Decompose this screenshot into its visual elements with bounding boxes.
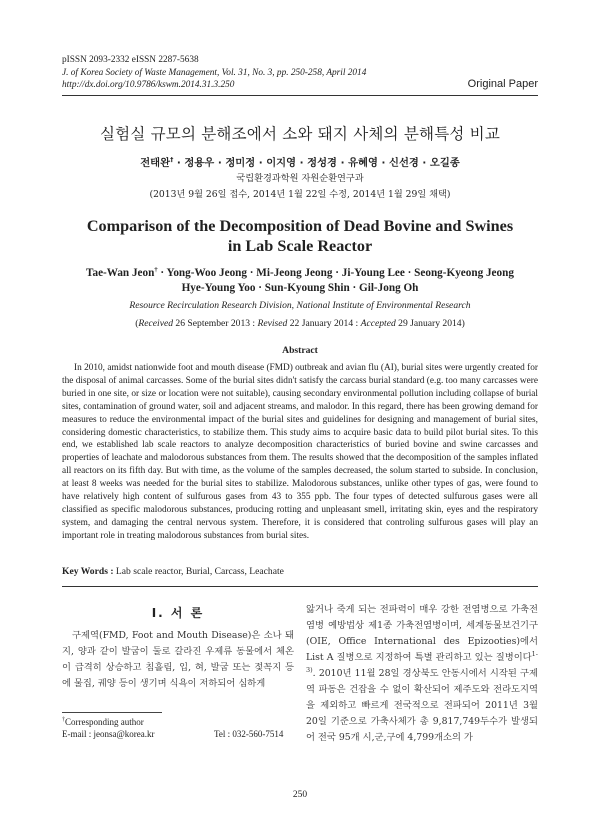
footnote-mark: † — [62, 717, 65, 723]
corresponding-mark: † — [170, 155, 174, 164]
header-rule — [62, 95, 538, 96]
footnote-contact — [62, 728, 294, 740]
footnote-label — [62, 716, 144, 728]
keywords-label: Key Words : — [62, 566, 114, 577]
korean-title: 실험실 규모의 분해조에서 소와 돼지 사체의 분해특성 비교 — [99, 125, 501, 143]
corresponding-mark-en: † — [154, 266, 158, 274]
body-right-column — [306, 602, 538, 746]
english-affiliation: Resource Recirculation Research Division, National Institute of Environmental Research — [129, 300, 471, 311]
footnote-tel: Tel : 032-560-7514 — [214, 729, 284, 739]
korean-corresponding-author: 전태완 — [140, 157, 171, 169]
footnote-label-text: Corresponding author — [65, 717, 144, 727]
article-type: Original Paper — [467, 78, 538, 90]
revised-label: Revised — [257, 318, 288, 329]
english-title — [40, 216, 560, 256]
english-dates: (Received 26 September 2013 : Revised 22 January 2014 : Accepted 29 January 2014) — [135, 318, 465, 329]
keywords — [62, 566, 284, 577]
doi-link[interactable]: http://dx.doi.org/10.9786/kswm.2014.31.3.250 — [62, 80, 235, 91]
accepted-label: Accepted — [360, 318, 396, 329]
english-coauthors: · Yong-Woo Jeong · Mi-Jeong Jeong · Ji-Young Lee · Seong-Kyeong Jeong — [157, 267, 514, 279]
korean-coauthors: · 정용우 · 정미정 · 이지영 · 정성경 · 유혜영 · 신선경 · 오길종 — [173, 157, 460, 169]
page-number: 250 — [292, 790, 308, 800]
keywords-text: Lab scale reactor, Burial, Carcass, Leachate — [113, 566, 284, 577]
abstract-heading: Abstract — [282, 345, 318, 356]
korean-dates: (2013년 9월 26일 접수, 2014년 1월 22일 수정, 2014년 1월 29일 채택) — [149, 189, 451, 200]
english-authors — [40, 266, 560, 296]
abstract-text: In 2010, amidst nationwide foot and mouth disease (FMD) outbreak and avian flu (AI), burial sites were urgently created for the disposal of animal carcasses. Some of the burial sites didn't satisfy the carcass burial standard (e.g. too many carcasses were buried in one site, or size or location were not suitable), causing secondary environmental pollution including collapse of burial sites, contamination of ground water, soil and adjacent streams, and malodor. In this regard, there has been growing demand for measures to reduce the environmental impact of the burial sites and guidelines for designing and management of burial sites, considering domestic characteristics, to stabilize them. This study aims to acquire basic data to build pilot burial sites. To this end, we established lab scale reactors to analyze decomposition characteristics of buried bovine and swine carcasses and properties of leachate and malodorous substances from them. The results showed that the decomposition of the samples inflated all reactors on its fifth day. But with time, as the volume of the samples decreased, the solum started to subside. In conclusion, at least 8 weeks was needed for the burial sites to stabilize. Malodorous substances, unlike other types of gas, were found to have relatively high content of sulfurous gases from 43 to 355 ppb. The four types of detected sulfurous gases were all classified as specific malodorous substances, producing rotting and unpleasant smell, irritating skin, eyes and the respiratory system, and damaging the central nervous system. Therefore, it is considered that controling sulfurous gases will play an important role in treating malodorous substances from burial sites. — [62, 363, 538, 541]
footnote-rule — [62, 712, 162, 713]
body-left-column: 구제역(FMD, Foot and Mouth Disease)은 소나 돼지, 양과 같이 발굽이 둘로 갈라진 우제류 동물에서 체온이 급격히 상승하고 침흘림, 입, 혀, 발굽 또는 젖꼭지 등에 물집, 궤양 등이 생기며 식욕이 저하되어 심하게 — [62, 630, 294, 689]
english-title-line1: Comparison of the Decomposition of Dead Bovine and Swines — [86, 217, 514, 235]
received-date: 26 September 2013 : — [173, 318, 258, 329]
accepted-date: 29 January 2014 — [395, 318, 462, 329]
received-label: Received — [138, 318, 174, 329]
korean-affiliation: 국립환경과학원 자원순환연구과 — [236, 173, 364, 184]
korean-authors — [40, 154, 560, 169]
english-authors-line2: Hye-Young Yoo · Sun-Kyoung Shin · Gil-Jong Oh — [181, 282, 419, 294]
english-title-line2: in Lab Scale Reactor — [227, 237, 373, 255]
revised-date: 22 January 2014 : — [287, 318, 361, 329]
body-right-part1: 앓거나 죽게 되는 전파력이 매우 강한 전염병으로 가축전염병 예방법상 제1종 가축전염병이며, 세계동물보건기구(OIE, Office International des Epizooties)에서 List A 질병으로 지정하여 특별 관리하고 있는 질병이다 — [306, 604, 538, 663]
section-heading: I. 서 론 — [151, 606, 205, 620]
journal-citation: J. of Korea Society of Waste Management, Vol. 31, No. 3, pp. 250-258, April 2014 — [62, 67, 367, 78]
footnote-email[interactable]: E-mail : jeonsa@korea.kr — [62, 729, 155, 739]
citation-superscript: 1-3) — [306, 649, 538, 674]
english-corresponding-author: Tae-Wan Jeon — [86, 267, 155, 279]
body-right-part2: . 2010년 11월 28일 경상북도 안동시에서 시작된 구제역 파동은 건잡을 수 없이 확산되어 제주도와 전라도지역을 제외하고 빠르게 전국적으로 전파되어 2011년 3월 20일 기준으로 가축사체가 총 9,817,749두수가 발생되어 전국 95개 시,군,구에 4,799개소의 가 — [306, 668, 538, 743]
issn-line: pISSN 2093-2332 eISSN 2287-5638 — [62, 55, 199, 65]
english-authors-line1 — [40, 266, 560, 281]
keywords-rule — [62, 586, 538, 587]
